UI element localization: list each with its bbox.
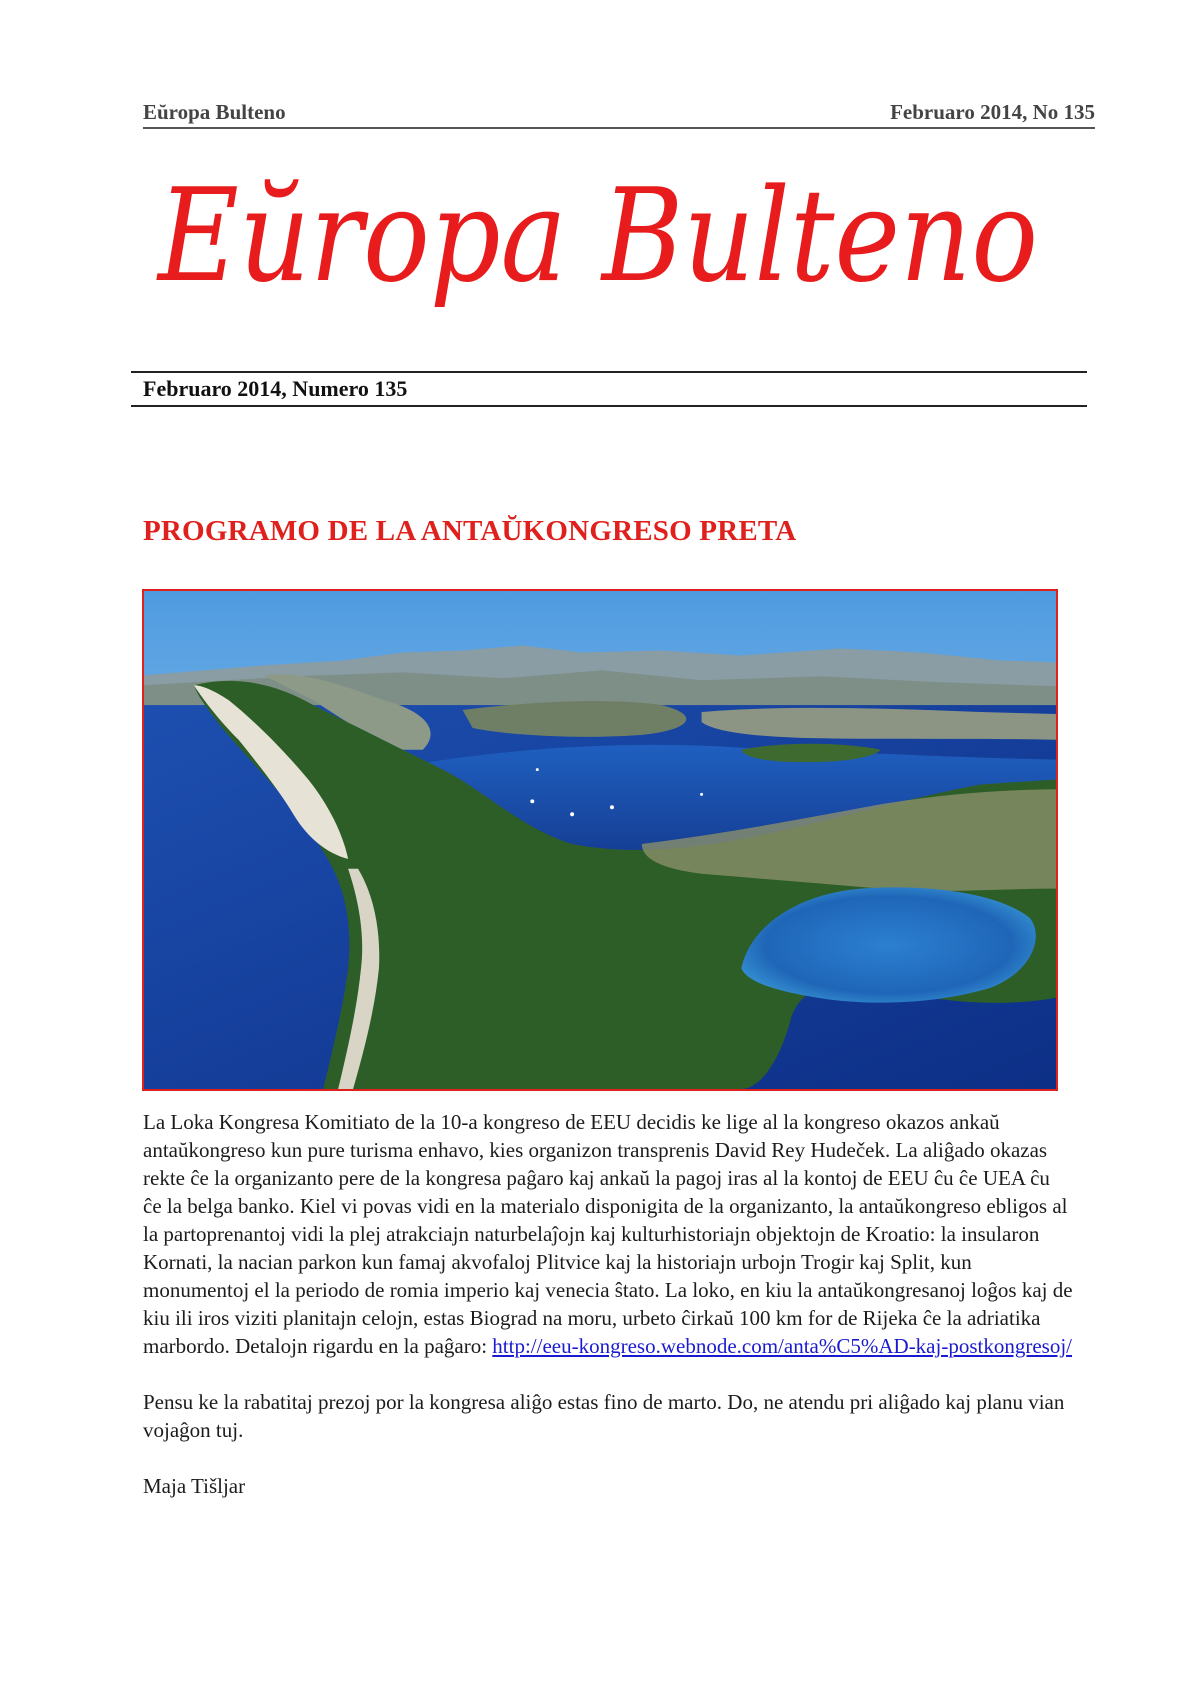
masthead xyxy=(152,158,1072,358)
aerial-coastline-photo xyxy=(142,589,1058,1091)
running-header-publication: Eŭropa Bulteno xyxy=(143,100,286,124)
running-header-issue: Februaro 2014, No 135 xyxy=(890,100,1095,124)
issue-line: Februaro 2014, Numero 135 xyxy=(131,371,1087,407)
running-header xyxy=(143,100,1095,129)
article-title: PROGRAMO DE LA ANTAŬKONGRESO PRETA xyxy=(143,515,797,547)
article-paragraph-2: Pensu ke la rabatitaj prezoj por la kongresa aliĝo estas fino de marto. Do, ne atendu pri aliĝado kaj planu vian vojaĝon tuj. xyxy=(143,1390,1065,1442)
author-signature: Maja Tišljar xyxy=(143,1474,246,1498)
congress-page-link[interactable]: http://eeu-kongreso.webnode.com/anta%C5%AD-kaj-postkongresoj/ xyxy=(492,1334,1072,1358)
article-paragraph-1-text: La Loka Kongresa Komitiato de la 10-a kongreso de EEU decidis ke lige al la kongreso okazos ankaŭ antaŭkongreso kun pure turisma enhavo, kies organizon transprenis David Rey Hudeček. La aliĝado okazas rekte ĉe la organizanto pere de la kongresa paĝaro kaj ankaŭ la pagoj iras al la kontoj de EEU ĉu ĉe UEA ĉu ĉe la belga banko. Kiel vi povas vidi en la materialo disponigita de la organizanto, la antaŭkongreso ebligos al la partoprenantoj vidi la plej atrakciajn naturbelaĵojn kaj kulturhistoriajn objektojn de Kroatio: la insularon Kornati, la nacian parkon kun famaj akvofaloj Plitvice kaj la historiajn urbojn Trogir kaj Split, kun monumentoj el la periodo de romia imperio kaj venecia ŝtato. La loko, en kiu la antaŭkongresanoj loĝos kaj de kiu ili iros viziti planitajn celojn, estas Biograd na moru, urbeto ĉirkaŭ 100 km for de Rijeka ĉe la adriatika marbordo. Detalojn rigardu en la paĝaro: xyxy=(143,1110,1073,1358)
article-paragraph-1 xyxy=(143,1108,1073,1360)
article-body xyxy=(143,1108,1073,1528)
masthead-title: Eŭropa Bulteno xyxy=(156,162,1038,311)
photo-illustration xyxy=(144,591,1056,1089)
